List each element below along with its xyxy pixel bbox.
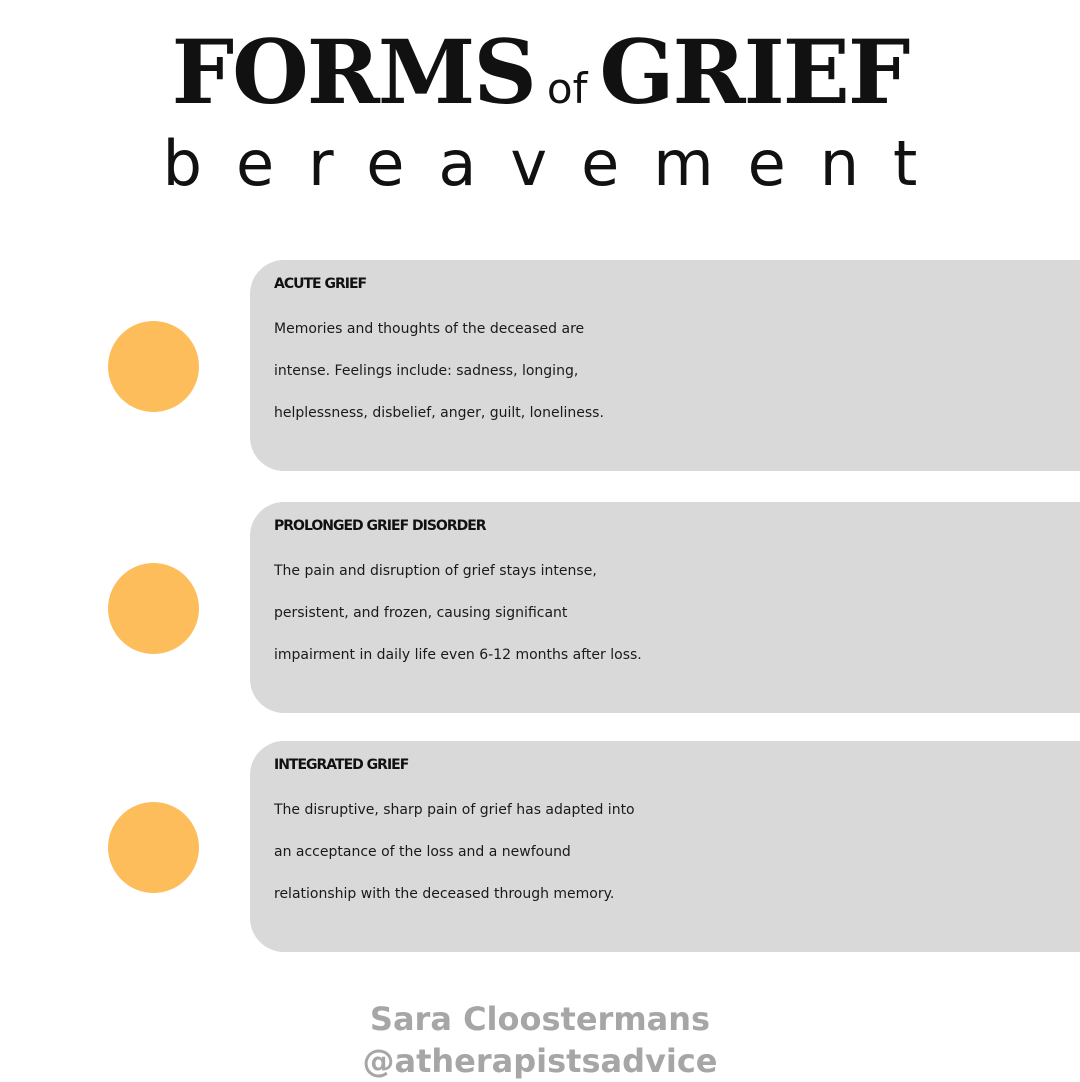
title-forms: FORMS xyxy=(171,20,535,124)
title-connector: of xyxy=(546,64,588,113)
card-text-line: helplessness, disbelief, anger, guilt, loneliness. xyxy=(274,405,604,421)
page-subtitle: bereavement xyxy=(162,127,952,200)
card-description xyxy=(274,789,1080,915)
bullet-dot-2 xyxy=(108,563,199,654)
card-title: PROLONGED GRIEF DISORDER xyxy=(274,518,486,534)
card-text-line: intense. Feelings include: sadness, longing, xyxy=(274,363,579,379)
card-text-line: an acceptance of the loss and a newfound xyxy=(274,844,571,860)
social-handle: @atherapistsadvice xyxy=(362,1042,718,1080)
card-text-line: The disruptive, sharp pain of grief has adapted into xyxy=(274,802,635,818)
card-description xyxy=(274,308,1080,434)
grief-card-integrated xyxy=(250,741,1080,952)
card-text-line: relationship with the deceased through memory. xyxy=(274,886,615,902)
author-name: Sara Cloostermans xyxy=(369,1000,711,1038)
card-text-line: Memories and thoughts of the deceased are xyxy=(274,321,585,337)
title-grief: GRIEF xyxy=(599,20,909,124)
grief-card-acute xyxy=(250,260,1080,471)
card-title: INTEGRATED GRIEF xyxy=(274,757,409,773)
grief-card-prolonged xyxy=(250,502,1080,713)
card-description xyxy=(274,550,1080,676)
page-title xyxy=(0,20,1080,124)
card-text-line: impairment in daily life even 6-12 months after loss. xyxy=(274,647,642,663)
card-text-line: The pain and disruption of grief stays intense, xyxy=(274,563,597,579)
card-title: ACUTE GRIEF xyxy=(274,276,367,292)
bullet-dot-1 xyxy=(108,321,199,412)
card-text-line: persistent, and frozen, causing significant xyxy=(274,605,568,621)
footer-credit xyxy=(0,998,1080,1082)
bullet-dot-3 xyxy=(108,802,199,893)
